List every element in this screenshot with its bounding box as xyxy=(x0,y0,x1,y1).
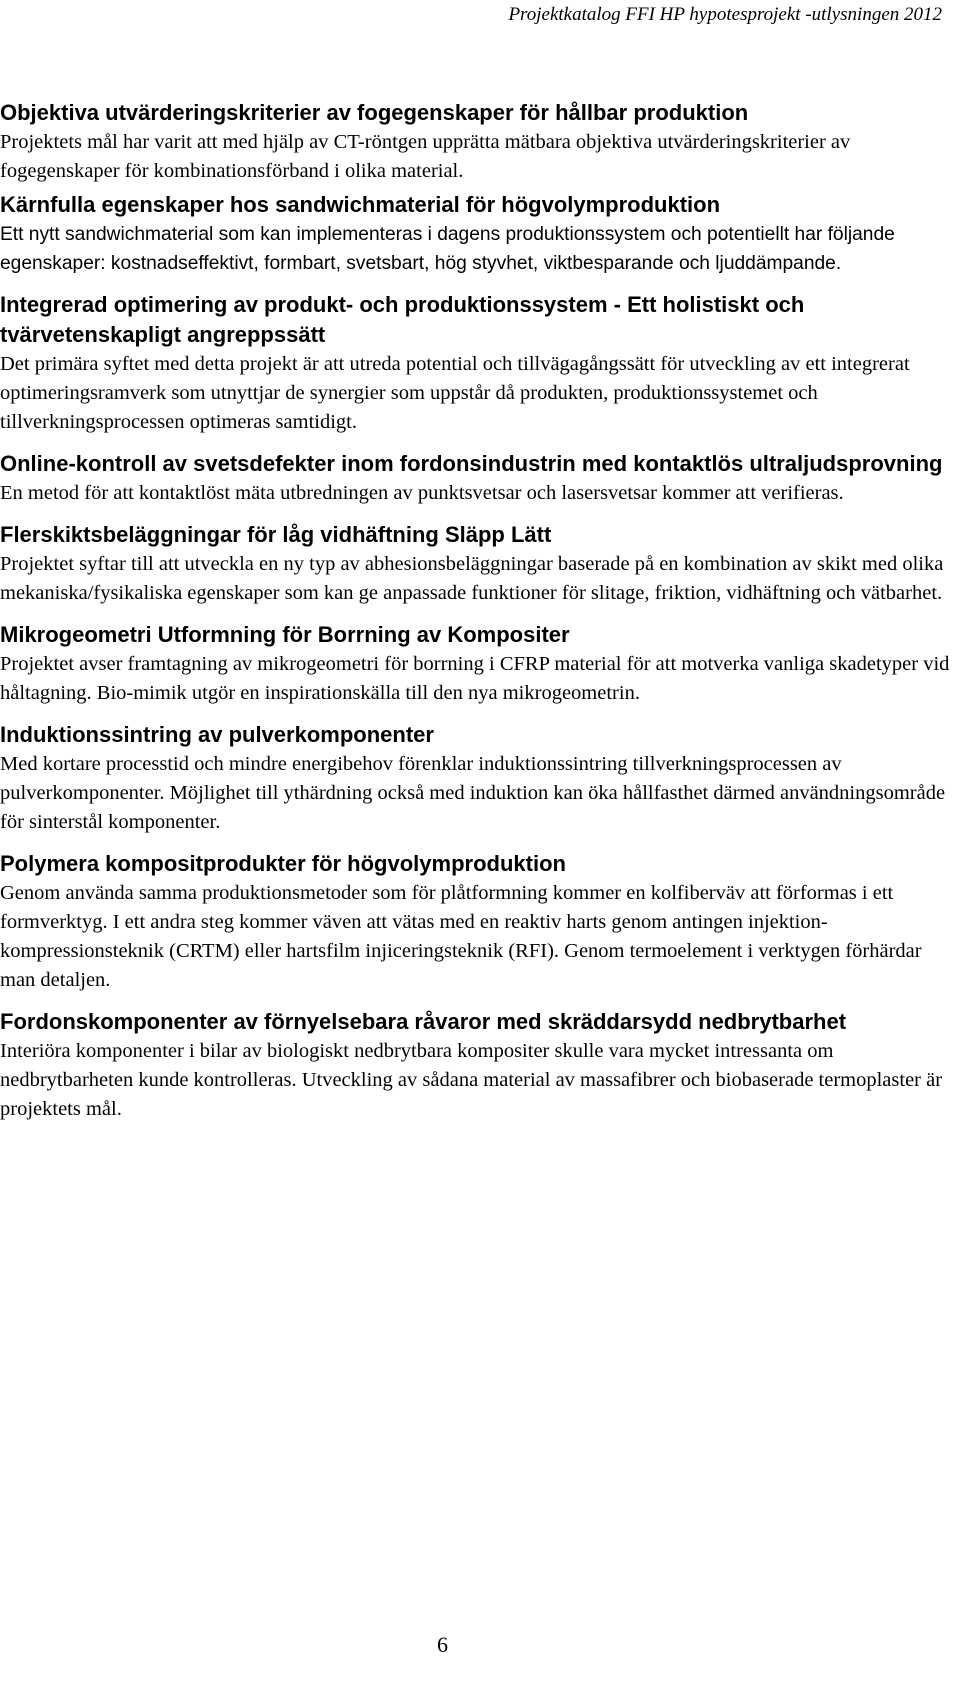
section-fogegenskaper xyxy=(0,98,950,186)
section-text: Interiöra komponenter i bilar av biologiskt nedbrytbara kompositer skulle vara mycket intressanta om nedbrytbarheten kunde kontrolleras. Utveckling av sådana material av massafibrer och biobaserade termoplaster är projektets mål. xyxy=(0,1040,943,1120)
section-title: Fordonskomponenter av förnyelsebara råvaror med skräddarsydd nedbrytbarhet xyxy=(0,1009,847,1034)
section-title: Polymera kompositprodukter för högvolymproduktion xyxy=(0,851,566,876)
section-text: En metod för att kontaktlöst mäta utbredningen av punktsvetsar och lasersvetsar kommer att verifieras. xyxy=(0,482,844,504)
section-integrerad-optimering xyxy=(0,290,950,437)
section-text: Med kortare processtid och mindre energibehov förenklar induktionssintring tillverkningsprocessen av pulverkomponenter. Möjlighet till ythärdning också med induktion kan öka hållfasthet därmed användningsområde för sinterstål komponenter. xyxy=(0,753,946,833)
section-text: Genom använda samma produktionsmetoder som för plåtformning kommer en kolfiberväv att förformas i ett formverktyg. I ett andra steg kommer väven att vätas med en reaktiv harts genom antingen injektion-kompressionsteknik (CRTM) eller hartsfilm injiceringsteknik (RFI). Genom termoelement i verktygen förhärdar man detaljen. xyxy=(0,882,922,991)
section-title: Online-kontroll av svetsdefekter inom fordonsindustrin med kontaktlös ultraljudsprovning xyxy=(0,451,943,476)
section-sandwichmaterial xyxy=(0,190,950,278)
section-title: Integrerad optimering av produkt- och produktionssystem - Ett holistiskt och tvärvetenskapligt angreppssätt xyxy=(0,292,805,347)
section-polymera-kompositprodukter xyxy=(0,849,950,995)
section-text: Det primära syftet med detta projekt är att utreda potential och tillvägagångssätt för utveckling av ett integrerat optimeringsramverk som utnyttjar de synergier som uppstår då produkten, produktionssystemet och tillverkningsprocessen optimeras samtidigt. xyxy=(0,353,910,433)
section-title: Objektiva utvärderingskriterier av fogegenskaper för hållbar produktion xyxy=(0,100,749,125)
running-header: Projektkatalog FFI HP hypotesprojekt -utlysningen 2012 xyxy=(508,4,942,25)
section-title: Induktionssintring av pulverkomponenter xyxy=(0,722,434,747)
section-flerskiktsbelaggningar xyxy=(0,520,950,608)
section-text: Ett nytt sandwichmaterial som kan implementeras i dagens produktionssystem och potentiellt har följande egenskaper: kostnadseffektivt, formbart, svetsbart, hög styvhet, viktbesparande och ljuddämpande. xyxy=(0,224,895,274)
section-text: Projektet avser framtagning av mikrogeometri för borrning i CFRP material för att motverka vanliga skadetyper vid håltagning. Bio-mimik utgör en inspirationskälla till den nya mikrogeometrin. xyxy=(0,653,950,704)
section-mikrogeometri xyxy=(0,620,950,708)
section-text: Projektet syftar till att utveckla en ny typ av abhesionsbeläggningar baserade på en kombination av skikt med olika mekaniska/fysikaliska egenskaper som kan ge anpassade funktioner för slitage, friktion, vidhäftning och vätbarhet. xyxy=(0,553,944,604)
page-number: 6 xyxy=(437,1632,448,1657)
section-induktionssintring xyxy=(0,720,950,837)
section-title: Mikrogeometri Utformning för Borrning av Kompositer xyxy=(0,622,570,647)
document-body xyxy=(0,98,950,1124)
section-fordonskomponenter xyxy=(0,1007,950,1124)
section-title: Kärnfulla egenskaper hos sandwichmaterial för högvolymproduktion xyxy=(0,192,721,217)
section-text: Projektets mål har varit att med hjälp av CT-röntgen upprätta mätbara objektiva utvärderingskriterier av fogegenskaper för kombinationsförband i olika material. xyxy=(0,131,851,182)
section-title: Flerskiktsbeläggningar för låg vidhäftning Släpp Lätt xyxy=(0,522,552,547)
section-online-kontroll xyxy=(0,449,950,508)
